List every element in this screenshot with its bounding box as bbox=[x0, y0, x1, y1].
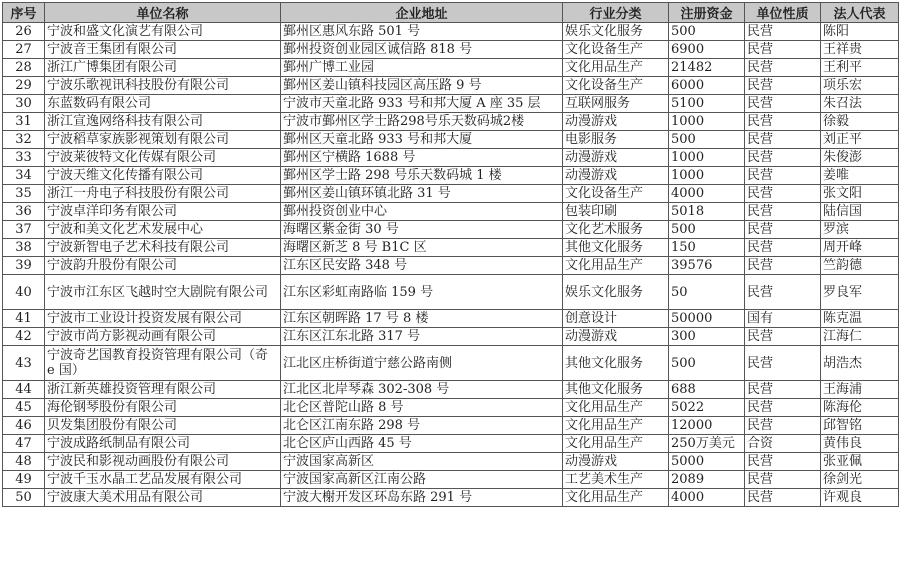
cell-no: 26 bbox=[3, 23, 45, 41]
cell-name: 宁波卓洋印务有限公司 bbox=[45, 203, 281, 221]
cell-industry: 动漫游戏 bbox=[563, 149, 669, 167]
cell-name: 宁波莱彼特文化传媒有限公司 bbox=[45, 149, 281, 167]
cell-rep: 陈海伦 bbox=[821, 399, 899, 417]
cell-address: 北仑区江南东路 298 号 bbox=[281, 417, 563, 435]
cell-name: 宁波稻草家族影视策划有限公司 bbox=[45, 131, 281, 149]
cell-rep: 王祥贵 bbox=[821, 41, 899, 59]
cell-rep: 徐剑光 bbox=[821, 471, 899, 489]
table-row bbox=[3, 399, 899, 417]
table-row bbox=[3, 257, 899, 275]
cell-no: 36 bbox=[3, 203, 45, 221]
cell-address: 江北区庄桥街道宁慈公路南侧 bbox=[281, 346, 563, 381]
cell-no: 40 bbox=[3, 275, 45, 310]
cell-no: 39 bbox=[3, 257, 45, 275]
cell-type: 民营 bbox=[745, 453, 821, 471]
cell-type: 民营 bbox=[745, 239, 821, 257]
cell-rep: 徐毅 bbox=[821, 113, 899, 131]
cell-capital: 5000 bbox=[669, 453, 745, 471]
cell-rep: 姜唯 bbox=[821, 167, 899, 185]
cell-capital: 688 bbox=[669, 381, 745, 399]
table-row bbox=[3, 435, 899, 453]
cell-industry: 文化设备生产 bbox=[563, 77, 669, 95]
cell-type: 民营 bbox=[745, 346, 821, 381]
cell-industry: 其他文化服务 bbox=[563, 239, 669, 257]
cell-no: 28 bbox=[3, 59, 45, 77]
cell-name: 宁波和盛文化演艺有限公司 bbox=[45, 23, 281, 41]
cell-rep: 陈阳 bbox=[821, 23, 899, 41]
cell-industry: 文化用品生产 bbox=[563, 435, 669, 453]
table-row bbox=[3, 131, 899, 149]
cell-capital: 6900 bbox=[669, 41, 745, 59]
company-table bbox=[2, 2, 899, 507]
cell-name: 宁波成路纸制品有限公司 bbox=[45, 435, 281, 453]
cell-industry: 文化用品生产 bbox=[563, 417, 669, 435]
cell-capital: 1000 bbox=[669, 167, 745, 185]
cell-address: 鄞州区学士路 298 号乐天数码城 1 楼 bbox=[281, 167, 563, 185]
cell-industry: 娱乐文化服务 bbox=[563, 23, 669, 41]
cell-industry: 其他文化服务 bbox=[563, 381, 669, 399]
cell-no: 46 bbox=[3, 417, 45, 435]
cell-capital: 12000 bbox=[669, 417, 745, 435]
cell-type: 合资 bbox=[745, 435, 821, 453]
cell-rep: 王利平 bbox=[821, 59, 899, 77]
cell-industry: 娱乐文化服务 bbox=[563, 275, 669, 310]
cell-type: 民营 bbox=[745, 257, 821, 275]
cell-address: 鄞州区姜山镇科技园区高压路 9 号 bbox=[281, 77, 563, 95]
cell-name: 宁波千玉水晶工艺品发展有限公司 bbox=[45, 471, 281, 489]
cell-industry: 文化用品生产 bbox=[563, 59, 669, 77]
cell-rep: 罗滨 bbox=[821, 221, 899, 239]
cell-type: 民营 bbox=[745, 489, 821, 507]
cell-industry: 动漫游戏 bbox=[563, 113, 669, 131]
cell-type: 民营 bbox=[745, 399, 821, 417]
cell-no: 34 bbox=[3, 167, 45, 185]
cell-rep: 王海浦 bbox=[821, 381, 899, 399]
cell-type: 国有 bbox=[745, 310, 821, 328]
cell-rep: 朱俊澎 bbox=[821, 149, 899, 167]
cell-address: 鄞州投资创业中心 bbox=[281, 203, 563, 221]
cell-type: 民营 bbox=[745, 185, 821, 203]
cell-no: 37 bbox=[3, 221, 45, 239]
cell-name: 浙江一舟电子科技股份有限公司 bbox=[45, 185, 281, 203]
cell-industry: 动漫游戏 bbox=[563, 328, 669, 346]
cell-rep: 陆信国 bbox=[821, 203, 899, 221]
cell-no: 38 bbox=[3, 239, 45, 257]
cell-capital: 500 bbox=[669, 221, 745, 239]
cell-industry: 创意设计 bbox=[563, 310, 669, 328]
cell-name: 贝发集团股份有限公司 bbox=[45, 417, 281, 435]
cell-industry: 工艺美术生产 bbox=[563, 471, 669, 489]
cell-capital: 50 bbox=[669, 275, 745, 310]
cell-type: 民营 bbox=[745, 113, 821, 131]
cell-type: 民营 bbox=[745, 77, 821, 95]
cell-name: 宁波乐歌视讯科技股份有限公司 bbox=[45, 77, 281, 95]
cell-address: 宁波国家高新区江南公路 bbox=[281, 471, 563, 489]
cell-no: 48 bbox=[3, 453, 45, 471]
cell-industry: 其他文化服务 bbox=[563, 346, 669, 381]
cell-name: 宁波新智电子艺术科技有限公司 bbox=[45, 239, 281, 257]
cell-type: 民营 bbox=[745, 41, 821, 59]
header-rep: 法人代表 bbox=[821, 3, 899, 23]
cell-rep: 朱召法 bbox=[821, 95, 899, 113]
cell-capital: 5018 bbox=[669, 203, 745, 221]
cell-name: 浙江新英雄投资管理有限公司 bbox=[45, 381, 281, 399]
cell-capital: 250万美元 bbox=[669, 435, 745, 453]
cell-capital: 21482 bbox=[669, 59, 745, 77]
cell-rep: 罗良军 bbox=[821, 275, 899, 310]
cell-capital: 5022 bbox=[669, 399, 745, 417]
cell-industry: 文化艺术服务 bbox=[563, 221, 669, 239]
cell-no: 43 bbox=[3, 346, 45, 381]
cell-rep: 黄伟良 bbox=[821, 435, 899, 453]
cell-type: 民营 bbox=[745, 328, 821, 346]
table-row bbox=[3, 23, 899, 41]
cell-rep: 张亚佩 bbox=[821, 453, 899, 471]
cell-no: 31 bbox=[3, 113, 45, 131]
cell-industry: 动漫游戏 bbox=[563, 453, 669, 471]
cell-rep: 胡浩杰 bbox=[821, 346, 899, 381]
table-body bbox=[3, 23, 899, 507]
table-row bbox=[3, 381, 899, 399]
cell-type: 民营 bbox=[745, 23, 821, 41]
cell-address: 鄞州区姜山镇环镇北路 31 号 bbox=[281, 185, 563, 203]
cell-no: 49 bbox=[3, 471, 45, 489]
cell-rep: 许观良 bbox=[821, 489, 899, 507]
cell-industry: 动漫游戏 bbox=[563, 167, 669, 185]
cell-capital: 1000 bbox=[669, 113, 745, 131]
cell-no: 44 bbox=[3, 381, 45, 399]
cell-industry: 互联网服务 bbox=[563, 95, 669, 113]
cell-address: 鄞州广博工业园 bbox=[281, 59, 563, 77]
table-row bbox=[3, 59, 899, 77]
cell-name: 宁波市工业设计投资发展有限公司 bbox=[45, 310, 281, 328]
cell-name: 宁波天维文化传播有限公司 bbox=[45, 167, 281, 185]
cell-industry: 文化用品生产 bbox=[563, 399, 669, 417]
cell-no: 30 bbox=[3, 95, 45, 113]
cell-address: 宁波国家高新区 bbox=[281, 453, 563, 471]
cell-no: 35 bbox=[3, 185, 45, 203]
table-row bbox=[3, 275, 899, 310]
cell-industry: 文化用品生产 bbox=[563, 257, 669, 275]
cell-name: 海伦钢琴股份有限公司 bbox=[45, 399, 281, 417]
cell-name: 宁波民和影视动画股份有限公司 bbox=[45, 453, 281, 471]
cell-address: 宁波市鄞州区学士路298号乐天数码城2楼 bbox=[281, 113, 563, 131]
cell-no: 32 bbox=[3, 131, 45, 149]
cell-type: 民营 bbox=[745, 167, 821, 185]
cell-capital: 4000 bbox=[669, 489, 745, 507]
cell-name: 宁波韵升股份有限公司 bbox=[45, 257, 281, 275]
cell-address: 鄞州投资创业园区诚信路 818 号 bbox=[281, 41, 563, 59]
cell-capital: 1000 bbox=[669, 149, 745, 167]
cell-address: 鄞州区宁横路 1688 号 bbox=[281, 149, 563, 167]
cell-capital: 2089 bbox=[669, 471, 745, 489]
table-row bbox=[3, 221, 899, 239]
cell-industry: 文化设备生产 bbox=[563, 185, 669, 203]
header-no: 序号 bbox=[3, 3, 45, 23]
cell-no: 27 bbox=[3, 41, 45, 59]
cell-capital: 39576 bbox=[669, 257, 745, 275]
table-row bbox=[3, 417, 899, 435]
cell-address: 宁波市天童北路 933 号和邦大厦 A 座 35 层 bbox=[281, 95, 563, 113]
cell-address: 江东区民安路 348 号 bbox=[281, 257, 563, 275]
table-row bbox=[3, 113, 899, 131]
cell-capital: 6000 bbox=[669, 77, 745, 95]
cell-no: 41 bbox=[3, 310, 45, 328]
cell-capital: 150 bbox=[669, 239, 745, 257]
cell-industry: 电影服务 bbox=[563, 131, 669, 149]
header-address: 企业地址 bbox=[281, 3, 563, 23]
table-row bbox=[3, 167, 899, 185]
header-type: 单位性质 bbox=[745, 3, 821, 23]
table-row bbox=[3, 95, 899, 113]
cell-industry: 包装印刷 bbox=[563, 203, 669, 221]
table-row bbox=[3, 328, 899, 346]
cell-rep: 项乐宏 bbox=[821, 77, 899, 95]
table-row bbox=[3, 203, 899, 221]
cell-no: 42 bbox=[3, 328, 45, 346]
cell-capital: 500 bbox=[669, 23, 745, 41]
cell-name: 东蓝数码有限公司 bbox=[45, 95, 281, 113]
cell-no: 33 bbox=[3, 149, 45, 167]
cell-name: 宁波音王集团有限公司 bbox=[45, 41, 281, 59]
cell-name: 浙江广博集团有限公司 bbox=[45, 59, 281, 77]
cell-address: 江东区彩虹南路临 159 号 bbox=[281, 275, 563, 310]
cell-rep: 周开峰 bbox=[821, 239, 899, 257]
table-row bbox=[3, 346, 899, 381]
cell-type: 民营 bbox=[745, 417, 821, 435]
cell-address: 鄞州区天童北路 933 号和邦大厦 bbox=[281, 131, 563, 149]
cell-capital: 300 bbox=[669, 328, 745, 346]
cell-address: 北仑区庐山西路 45 号 bbox=[281, 435, 563, 453]
cell-rep: 刘正平 bbox=[821, 131, 899, 149]
cell-type: 民营 bbox=[745, 221, 821, 239]
table-row bbox=[3, 471, 899, 489]
header-industry: 行业分类 bbox=[563, 3, 669, 23]
cell-address: 江东区江东北路 317 号 bbox=[281, 328, 563, 346]
cell-address: 海曙区新芝 8 号 B1C 区 bbox=[281, 239, 563, 257]
cell-address: 江北区北岸琴森 302-308 号 bbox=[281, 381, 563, 399]
cell-address: 北仑区普陀山路 8 号 bbox=[281, 399, 563, 417]
cell-industry: 文化用品生产 bbox=[563, 489, 669, 507]
cell-type: 民营 bbox=[745, 203, 821, 221]
cell-name: 宁波市尚方影视动画有限公司 bbox=[45, 328, 281, 346]
cell-industry: 文化设备生产 bbox=[563, 41, 669, 59]
cell-name: 宁波市江东区飞越时空大剧院有限公司 bbox=[45, 275, 281, 310]
cell-type: 民营 bbox=[745, 275, 821, 310]
cell-name: 宁波康大美术用品有限公司 bbox=[45, 489, 281, 507]
cell-rep: 邱智铭 bbox=[821, 417, 899, 435]
table-row bbox=[3, 77, 899, 95]
table-row bbox=[3, 310, 899, 328]
cell-capital: 4000 bbox=[669, 185, 745, 203]
cell-capital: 5100 bbox=[669, 95, 745, 113]
cell-address: 海曙区紫金街 30 号 bbox=[281, 221, 563, 239]
cell-no: 47 bbox=[3, 435, 45, 453]
cell-type: 民营 bbox=[745, 471, 821, 489]
table-row bbox=[3, 185, 899, 203]
cell-address: 鄞州区惠风东路 501 号 bbox=[281, 23, 563, 41]
cell-rep: 陈克温 bbox=[821, 310, 899, 328]
cell-address: 宁波大榭开发区环岛东路 291 号 bbox=[281, 489, 563, 507]
table-row bbox=[3, 41, 899, 59]
header-capital: 注册资金 bbox=[669, 3, 745, 23]
cell-type: 民营 bbox=[745, 381, 821, 399]
cell-capital: 500 bbox=[669, 346, 745, 381]
cell-address: 江东区朝晖路 17 号 8 楼 bbox=[281, 310, 563, 328]
cell-type: 民营 bbox=[745, 95, 821, 113]
cell-capital: 500 bbox=[669, 131, 745, 149]
table-row bbox=[3, 489, 899, 507]
cell-rep: 竺韵德 bbox=[821, 257, 899, 275]
table-row bbox=[3, 149, 899, 167]
table-row bbox=[3, 239, 899, 257]
cell-type: 民营 bbox=[745, 59, 821, 77]
cell-rep: 张文阳 bbox=[821, 185, 899, 203]
header-row bbox=[3, 3, 899, 23]
cell-name: 宁波奇艺国教育投资管理有限公司（奇 e 国） bbox=[45, 346, 281, 381]
table-row bbox=[3, 453, 899, 471]
cell-rep: 江海仁 bbox=[821, 328, 899, 346]
cell-type: 民营 bbox=[745, 131, 821, 149]
header-name: 单位名称 bbox=[45, 3, 281, 23]
cell-name: 宁波和美文化艺术发展中心 bbox=[45, 221, 281, 239]
cell-no: 50 bbox=[3, 489, 45, 507]
cell-no: 45 bbox=[3, 399, 45, 417]
cell-name: 浙江宣逸网络科技有限公司 bbox=[45, 113, 281, 131]
cell-type: 民营 bbox=[745, 149, 821, 167]
cell-no: 29 bbox=[3, 77, 45, 95]
cell-capital: 50000 bbox=[669, 310, 745, 328]
